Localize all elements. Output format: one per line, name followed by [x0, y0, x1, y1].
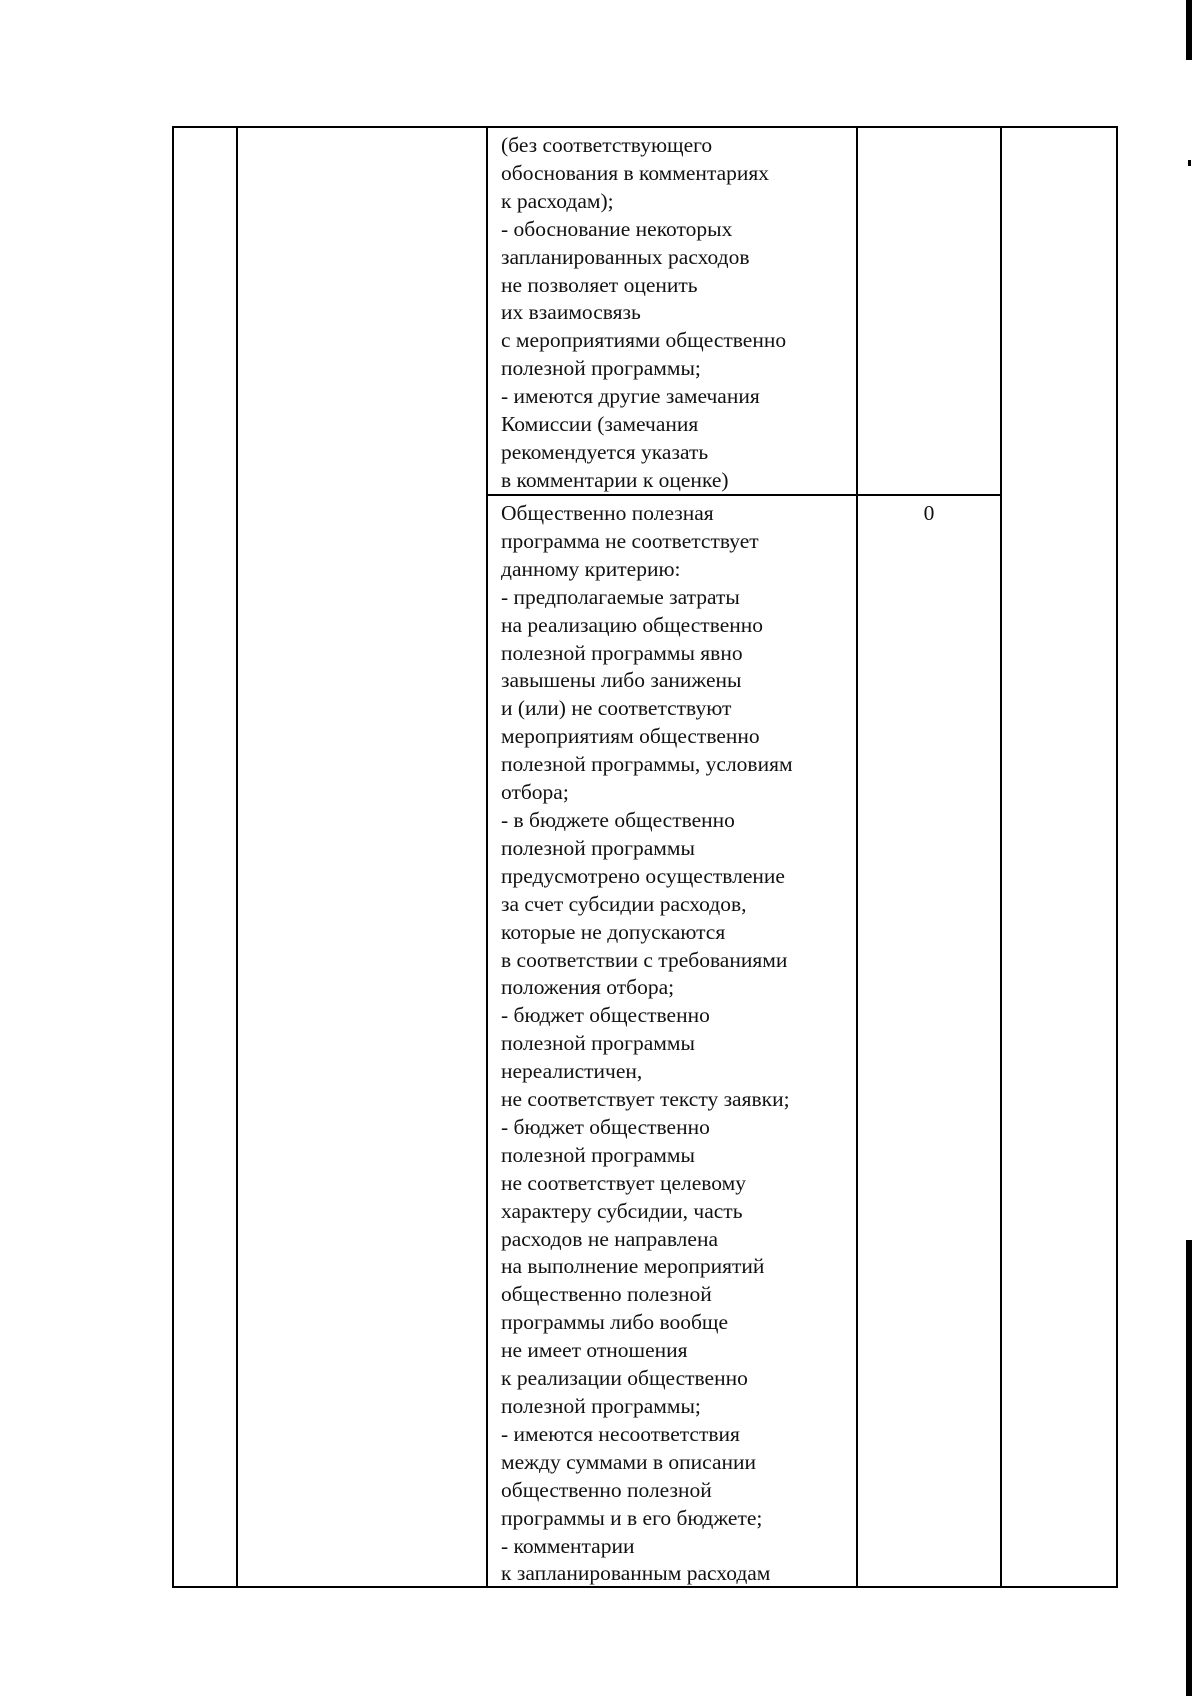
text-line: к запланированным расходам [501, 1561, 771, 1586]
text-line: данному критерию: [501, 556, 681, 581]
scan-edge-mark-bottom [1186, 1240, 1192, 1696]
text-line: не соответствует тексту заявки; [501, 1087, 790, 1112]
scan-edge-mark-dot [1188, 160, 1191, 166]
text-line: - имеются несоответствия [501, 1421, 740, 1446]
text-line: которые не допускаются [501, 919, 726, 944]
text-line: полезной программы [501, 1031, 695, 1056]
text-line: с мероприятиями общественно [501, 328, 787, 353]
text-line: общественно полезной [501, 1477, 712, 1502]
column-divider-1 [236, 128, 238, 1586]
criteria-table [172, 126, 1118, 1588]
text-line: - в бюджете общественно [501, 807, 735, 832]
criterion-description-continued [501, 132, 851, 495]
column-divider-4 [1000, 128, 1002, 1586]
text-line: Общественно полезная [501, 501, 714, 525]
score-value: 0 [923, 501, 935, 525]
scan-edge-mark-top [1186, 0, 1192, 60]
text-line: - комментарии [501, 1533, 635, 1558]
text-line: не позволяет оценить [501, 272, 698, 297]
text-line: их взаимосвязь [501, 300, 641, 325]
text-line: не соответствует целевому [501, 1170, 746, 1195]
column-divider-2 [486, 128, 488, 1586]
text-line: завышены либо занижены [501, 668, 742, 693]
text-line: мероприятиям общественно [501, 724, 760, 749]
text-line: между суммами в описании [501, 1449, 757, 1474]
text-line: в комментарии к оценке) [501, 467, 729, 492]
text-line: полезной программы, условиям [501, 752, 793, 777]
text-line: полезной программы; [501, 356, 701, 381]
text-line: к реализации общественно [501, 1366, 748, 1391]
text-line: - бюджет общественно [501, 1114, 710, 1139]
text-line: в соответствии с требованиями [501, 947, 788, 972]
text-line: рекомендуется указать [501, 439, 709, 464]
text-line: нереалистичен, [501, 1059, 643, 1084]
text-line: на выполнение мероприятий [501, 1254, 765, 1279]
text-line: Комиссии (замечания [501, 412, 699, 437]
text-line: положения отбора; [501, 975, 675, 1000]
text-line: и (или) не соответствуют [501, 696, 732, 721]
text-line: характеру субсидии, часть [501, 1198, 743, 1223]
text-line: программы либо вообще [501, 1310, 728, 1335]
text-line: - имеются другие замечания [501, 384, 760, 409]
text-line: обоснования в комментариях [501, 160, 770, 185]
column-divider-3 [856, 128, 858, 1586]
text-line: - предполагаемые затраты [501, 584, 740, 609]
text-line: на реализацию общественно [501, 612, 764, 637]
text-line: предусмотрено осуществление [501, 863, 785, 888]
text-line: программа не соответствует [501, 528, 759, 553]
text-line: полезной программы явно [501, 640, 743, 665]
text-line: запланированных расходов [501, 244, 750, 269]
criterion-description-zero-score [501, 500, 851, 1588]
text-line: полезной программы [501, 835, 695, 860]
text-line: полезной программы [501, 1142, 695, 1167]
text-line: расходов не направлена [501, 1226, 719, 1251]
text-line: за счет субсидии расходов, [501, 891, 747, 916]
text-line: (без соответствующего [501, 133, 713, 157]
text-line: программы и в его бюджете; [501, 1505, 763, 1530]
text-line: к расходам); [501, 188, 614, 213]
text-line: не имеет отношения [501, 1338, 688, 1363]
text-line: общественно полезной [501, 1282, 712, 1307]
text-line: - бюджет общественно [501, 1003, 710, 1028]
text-line: полезной программы; [501, 1394, 701, 1418]
text-line: отбора; [501, 780, 569, 805]
text-line: - обоснование некоторых [501, 216, 733, 241]
